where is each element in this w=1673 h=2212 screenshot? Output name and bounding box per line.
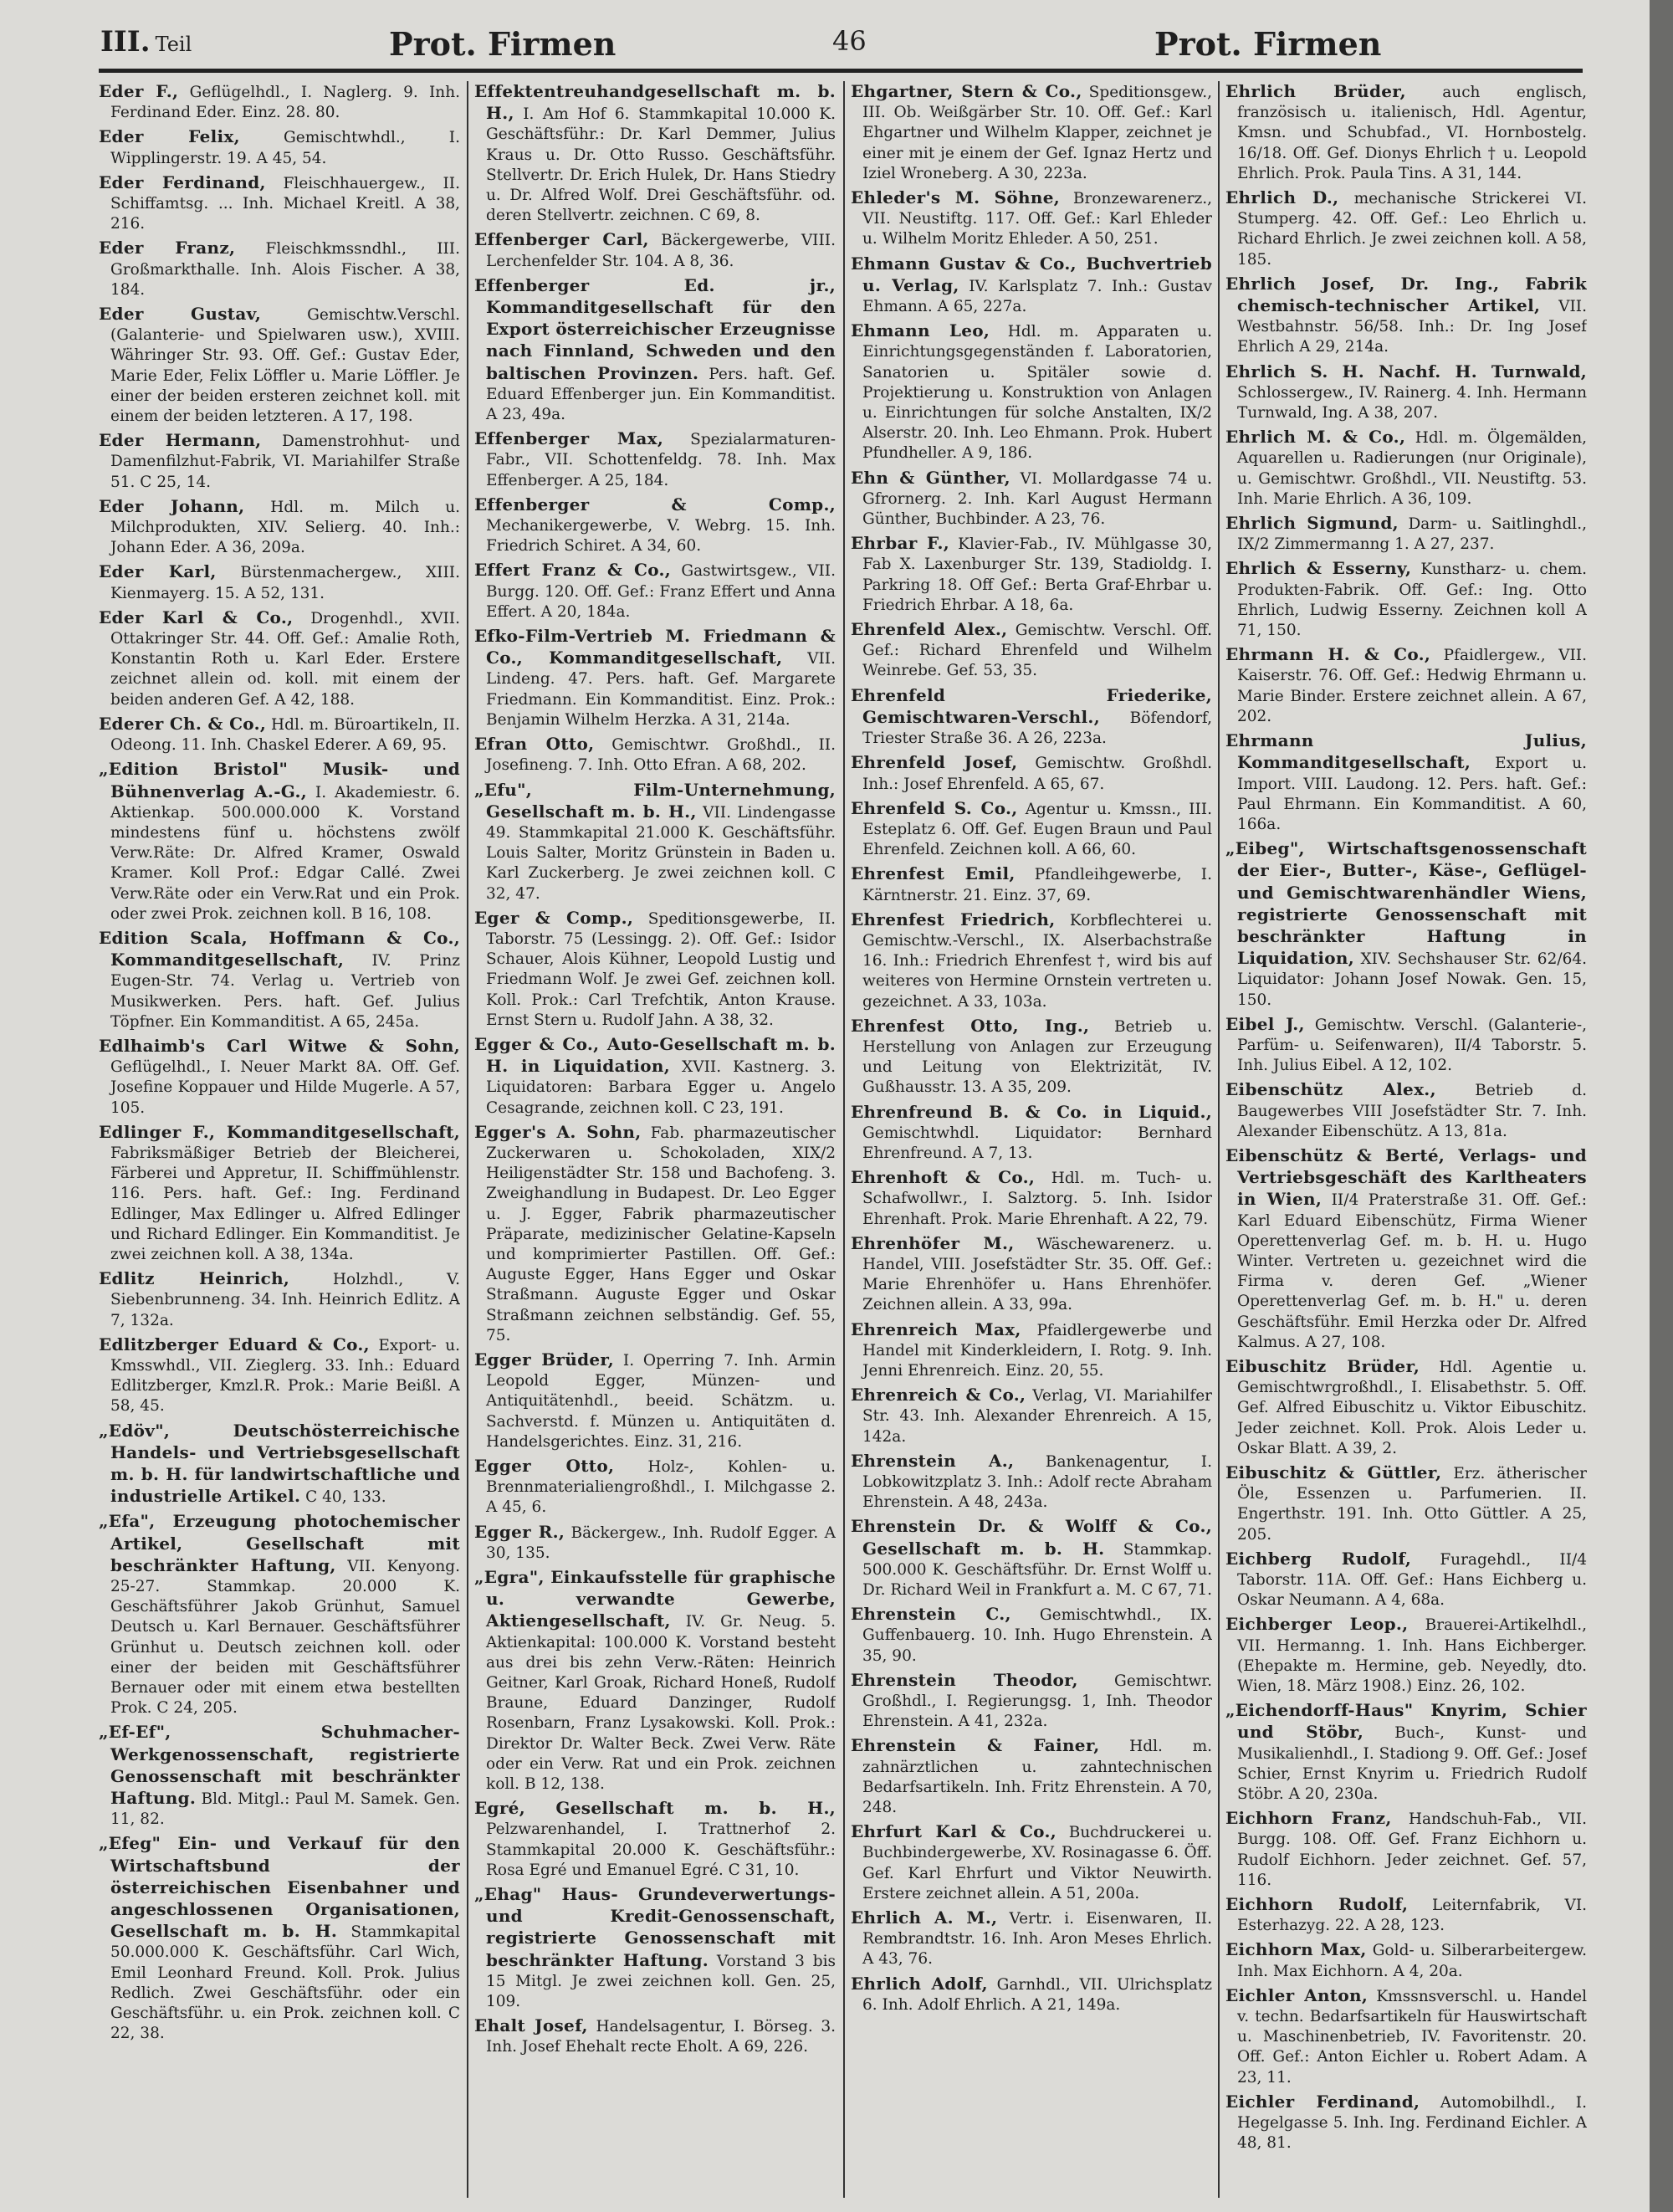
firm-name: Ehrenhöfer M., — [851, 1232, 1015, 1253]
firm-name: Ehrlich Josef, Dr. Ing., Fabrik chemisch-technischer Artikel, — [1225, 273, 1587, 316]
firm-details: Spezialarmaturen-Fabr., VII. Schottenfeldg. 78. Inh. Max Effenberger. A 25, 184. — [486, 431, 836, 489]
page-number: 46 — [832, 25, 867, 57]
firm-details: Darm- u. Saitlinghdl., IX/2 Zimmermanng 1. A 27, 237. — [1237, 515, 1587, 554]
firm-name: Ehrenfeld S. Co., — [851, 797, 1018, 818]
directory-entry — [474, 229, 836, 271]
firm-details: VII. Kenyong. 25-27. Stammkap. 20.000 K. Geschäftsführer Jakob Grünhut, Samuel Deutsch u. Karl Bernauer. Geschäftsführer Grünhut u. Deutsch zeichnen koll. oder einer der beiden mit Geschäftsführer Bernauer oder mit einem etwa bestellten Prok. C 24, 205. — [110, 1557, 460, 1718]
firm-details: Fab. pharmazeutischer Zuckerwaren u. Schokoladen, XIX/2 Heiligenstädter Str. 158 und Bachofeng. 3. Zweighandlung in Budapest. Dr. Leo Egger u. J. Egger, Fabrik pharmazeutischer Präparate, medizinischer Gelatine-Kapseln und komprimierter Pastillen. Off. Gef.: Auguste Egger, Hans Egger und Oskar Straßmann. Auguste Egger und Oskar Straßmann zeichnen selbständig. Gef. 55, 75. — [486, 1124, 836, 1344]
firm-details: Gemischtwhdl., I. Wipplingerstr. 19. A 45, 54. — [110, 129, 460, 167]
directory-entry — [1225, 187, 1587, 270]
firm-details: Garnhdl., VII. Ulrichsplatz 6. Inh. Adolf Ehrlich. A 21, 149a. — [862, 1975, 1212, 2014]
firm-name: Ehgartner, Stern & Co., — [851, 81, 1082, 101]
firm-name: Ehrenstein A., — [851, 1450, 1015, 1471]
directory-entry — [99, 1036, 460, 1119]
firm-details: Pfaidlergew., VII. Kaiserstr. 76. Off. Gef.: Hedwig Ehrmann u. Marie Binder. Erstere zeichnet allein. A 67, 202. — [1237, 647, 1587, 725]
firm-details: Speditionsgewerbe, II. Taborstr. 75 (Lessingg. 2). Off. Gef.: Isidor Schauer, Alois Kühner, Leopold Lustig und Friedmann Wolf. Je zwei Gef. zeichnen koll. Koll. Prok.: Carl Trefchtik, Anton Krause. Ernst Stern u. Rudolf Jahn. A 38, 32. — [486, 909, 836, 1029]
firm-name: Ehrmann Julius, Kommanditgesellschaft, — [1225, 730, 1587, 773]
firm-details: Fabriksmäßiger Betrieb der Bleicherei, Färberei und Appretur, II. Schiffmühlenstr. 116. Pers. haft. Gef.: Ing. Ferdinand Edlinger, Max Edlinger u. Alfred Edlinger und Richard Edlinger. Ein Kommanditist. Je zwei zeichnen koll. A 38, 134a. — [110, 1144, 460, 1263]
column-divider — [1218, 81, 1220, 2198]
firm-name: Egger's A. Sohn, — [474, 1121, 642, 1142]
firm-name: Ehrbar F., — [851, 533, 950, 554]
firm-details: Hdl. m. Milch u. Milchprodukten, XIV. Selierg. 40. Inh.: Johann Eder. A 36, 209a. — [110, 498, 460, 557]
firm-details: Holz-, Kohlen- u. Brennmaterialiengroßhdl., I. Milchgasse 2. A 45, 6. — [486, 1458, 836, 1517]
firm-name: „Ehag" Haus- Grundeverwertungs- und Kredit-Genossenschaft, registrierte Genossenschaft mit beschränkter Haftung. — [474, 1884, 836, 1970]
directory-entry — [474, 734, 836, 776]
firm-details: Speditionsgew., III. Ob. Weißgärber Str. 10. Off. Gef.: Karl Ehgartner und Wilhelm Klapper, zeichnet je einer mit je einem der Gef. Ignaz Hertz und Iziel Wroneberg. A 30, 223a. — [862, 84, 1212, 182]
firm-name: Effenberger Ed. jr., Kommanditgesellschaft für den Export österreichischer Erzeugnisse nach Finnland, Schweden und den baltischen Provinzen. — [474, 274, 836, 383]
directory-entry — [474, 1122, 836, 1346]
directory-entry — [99, 496, 460, 559]
directory-entry — [1225, 1145, 1587, 1353]
directory-entry — [1225, 2092, 1587, 2154]
directory-entry — [1225, 1939, 1587, 1981]
firm-name: Eder Ferdinand, — [99, 172, 266, 192]
firm-name: Eibuschitz & Güttler, — [1225, 1462, 1442, 1482]
directory-entry — [851, 1233, 1212, 1316]
firm-name: Efko-Film-Vertrieb M. Friedmann & Co., Kommanditgesellschaft, — [474, 626, 836, 668]
firm-name: Eichhorn Franz, — [1225, 1808, 1392, 1829]
firm-name: Edlitzberger Eduard & Co., — [99, 1334, 370, 1354]
firm-name: Egger Brüder, — [474, 1349, 615, 1370]
firm-name: „Egra", Einkaufsstelle für graphische u. verwandte Gewerbe, Aktiengesellschaft, — [474, 1567, 836, 1631]
firm-details: Bronzewarenerz., VII. Neustiftg. 117. Off. Gef.: Karl Ehleder u. Wilhelm Moritz Ehleder. A 50, 251. — [862, 190, 1212, 248]
firm-name: Ehrenreich & Co., — [851, 1385, 1026, 1406]
firm-details: Fleischkmssndhl., III. Großmarkthalle. Inh. Alois Fischer. A 38, 184. — [110, 240, 460, 299]
directory-entry — [851, 1167, 1212, 1230]
directory-entry — [1225, 1014, 1587, 1077]
firm-details: Gold- u. Silberarbeitergew. Inh. Max Eichhorn. A 4, 20a. — [1237, 1942, 1587, 1980]
directory-entry — [474, 2015, 836, 2057]
firm-name: Eibenschütz & Berté, Verlags- und Vertriebsgeschäft des Karltheaters in Wien, — [1225, 1144, 1587, 1210]
firm-details: Wäschewarenerz. u. Handel, VIII. Josefstädter Str. 35. Off. Gef.: Marie Ehrenhöfer u. Hans Ehrenhöfer. Zeichnen allein. A 33, 99a. — [862, 1235, 1212, 1314]
firm-name: Effenberger & Comp., — [474, 494, 836, 515]
scan-edge — [1650, 0, 1673, 2212]
firm-details: VI. Mollardgasse 74 u. Gfrornerg. 2. Inh. Karl August Hermann Günther, Buchbinder. A 23, 76. — [862, 469, 1212, 529]
directory-entry — [851, 81, 1212, 184]
firm-details: Vertr. i. Eisenwaren, II. Rembrandtstr. 16. Inh. Aron Meses Ehrlich. A 43, 76. — [862, 1910, 1212, 1969]
directory-entry — [851, 863, 1212, 905]
directory-entry — [851, 1016, 1212, 1098]
firm-name: Eibel J., — [1225, 1013, 1305, 1034]
firm-details: Bld. Mitgl.: Paul M. Samek. Gen. 11, 82. — [110, 1790, 460, 1829]
firm-details: Brauerei-Artikelhdl., VII. Hermanng. 1. Inh. Hans Eichberger. (Ehepakte m. Hermine, geb. Neyedly, dto. Wien, 18. März 1908.) Einz. 26, 102. — [1237, 1616, 1587, 1696]
firm-name: Effenberger Carl, — [474, 229, 649, 250]
directory-entry — [474, 1349, 836, 1452]
firm-name: Ehrenfeld Josef, — [851, 752, 1018, 773]
directory-entry — [851, 1102, 1212, 1165]
directory-entry — [99, 1334, 460, 1417]
firm-name: „Eibeg", Wirtschaftsgenossenschaft der Eier-, Butter-, Käse-, Geflügel- und Gemischtwarenhändler Wiens, registrierte Genossenschaft mit beschränkter Haftung in Liquidation, — [1225, 838, 1587, 969]
firm-details: Pfaidlergewerbe und Handel mit Kinderkleidern, I. Rotg. 9. Inh. Jenni Ehrenreich. Einz. 20, 55. — [862, 1321, 1212, 1380]
directory-entry — [851, 253, 1212, 318]
firm-name: Ehrlich S. H. Nachf. H. Turnwald, — [1225, 361, 1587, 381]
firm-name: Egger & Co., Auto-Gesellschaft m. b. H. in Liquidation, — [474, 1033, 836, 1077]
firm-name: Ehrenstein C., — [851, 1604, 1011, 1625]
directory-entry — [99, 126, 460, 168]
firm-name: „Efa", Erzeugung photochemischer Artikel, Gesellschaft mit beschränkter Haftung, — [99, 1511, 460, 1575]
directory-entry — [851, 1670, 1212, 1733]
firm-details: Pelzwarenhandel, I. Trattnerhof 2. Stammkapital 20.000 K. Geschäftsführ.: Rosa Egré und Emanuel Egré. C 31, 10. — [486, 1820, 836, 1879]
firm-details: Gemischtw. Verschl. Off. Gef.: Richard Ehrenfeld und Wilhelm Weinrebe. Gef. 53, 35. — [862, 622, 1212, 680]
directory-entry — [1225, 1356, 1587, 1459]
directory-entry — [99, 928, 460, 1032]
firm-name: Efran Otto, — [474, 734, 595, 755]
firm-name: Ehrenstein Theodor, — [851, 1669, 1078, 1690]
firm-name: „Edöv", Deutschösterreichische Handels- und Vertriebsgesellschaft m. b. H. für landwirtschaftliche und industrielle Artikel. — [99, 1420, 460, 1507]
directory-entry — [851, 533, 1212, 616]
firm-name: Ehrenstein & Fainer, — [851, 1735, 1100, 1756]
directory-entry — [99, 304, 460, 427]
firm-name: Effert Franz & Co., — [474, 560, 672, 581]
firm-details: Klavier-Fab., IV. Mühlgasse 30, Fab X. Laxenburger Str. 139, Stadioldg. I. Parkring 18. Off Gef.: Berta Graf-Ehrbar u. Friedrich Ehrbar. A 18, 6a. — [862, 535, 1212, 614]
firm-details: mechanische Strickerei VI. Stumperg. 42. Off. Gef.: Leo Ehrlich u. Richard Ehrlich. Je zwei zeichnen koll. A 58, 185. — [1237, 190, 1587, 269]
firm-name: „Efeg" Ein- und Verkauf für den Wirtschaftsbund der österreichischen Eisenbahner und angeschlossenen Organisationen, Gesellschaft m. b. H. — [99, 1833, 460, 1942]
firm-details: I. Am Hof 6. Stammkapital 10.000 K. Geschäftsführ.: Dr. Karl Demmer, Julius Kraus u. Dr. Otto Russo. Geschäftsführ. Stellvertr. Dr. Erich Hulek, Dr. Hans Stiedry u. Dr. Alfred Wolf. Drei Geschäftsführ. od. deren Stellvertr. zeichnen. C 69, 8. — [486, 105, 836, 225]
directory-entry — [99, 1722, 460, 1830]
firm-details: Pers. haft. Gef. Eduard Effenberger jun. Ein Kommanditist. A 23, 49a. — [486, 365, 836, 424]
firm-details: Stammkap. 500.000 K. Geschäftsführ. Dr. Ernst Wolff u. Dr. Richard Weil in Frankfurt a. M. C 67, 71. — [862, 1540, 1212, 1600]
directory-entry — [1225, 1985, 1587, 2088]
firm-name: Eger & Comp., — [474, 907, 634, 928]
directory-entry — [99, 1122, 460, 1265]
firm-name: Eibuschitz Brüder, — [1225, 1355, 1420, 1376]
directory-entry — [99, 1511, 460, 1718]
directory-entry — [1225, 274, 1587, 358]
firm-name: Egger Otto, — [474, 1456, 615, 1476]
firm-details: XIV. Sechshauser Str. 62/64. Liquidator: Johann Josef Nowak. Gen. 15, 150. — [1237, 950, 1587, 1009]
firm-name: Eder Hermann, — [99, 430, 262, 451]
firm-name: Eibenschütz Alex., — [1225, 1079, 1436, 1100]
firm-name: Eichler Anton, — [1225, 1984, 1369, 2005]
directory-entry — [99, 561, 460, 603]
firm-name: Eder Felix, — [99, 126, 240, 147]
directory-entry — [474, 1884, 836, 2012]
directory-entry — [474, 428, 836, 491]
firm-name: Ehrenfeld Alex., — [851, 619, 1008, 640]
firm-details: Bürstenmachergew., XIII. Kienmayerg. 15. A 52, 131. — [110, 564, 460, 602]
firm-name: Effektentreuhandgesellschaft m. b. H., — [474, 81, 836, 124]
directory-entry — [474, 626, 836, 730]
directory-entry — [1225, 1462, 1587, 1545]
firm-details: II/4 Praterstraße 31. Off. Gef.: Karl Eduard Eibenschütz, Firma Wiener Operettenverlag Gef. m. b. H. u. Hugo Winter. Vertreten u. gezeichnet wird die Firma v. deren Gef. „Wiener Operettenverlag Gef. m. b. H." u. deren Geschäftsführ. Emil Herzka oder Dr. Alfred Kalmus. A 27, 108. — [1237, 1191, 1587, 1351]
firm-details: Gemischtw. Verschl. (Galanterie-, Parfüm- u. Seifenwaren), II/4 Taborstr. 5. Inh. Julius Eibel. A 12, 102. — [1237, 1016, 1587, 1075]
directory-entry — [99, 1268, 460, 1331]
firm-name: Eder Karl & Co., — [99, 607, 294, 627]
firm-name: Ehrlich Brüder, — [1225, 81, 1406, 101]
firm-details: Verlag, VI. Mariahilfer Str. 43. Inh. Alexander Ehrenreich. A 15, 142a. — [862, 1387, 1212, 1446]
directory-entry — [851, 1907, 1212, 1970]
firm-details: Automobilhdl., I. Hegelgasse 5. Inh. Ing. Ferdinand Eichler. A 48, 81. — [1237, 2093, 1587, 2153]
firm-details: Export u. Import. VIII. Laudong. 12. Pers. haft. Gef.: Paul Ehrmann. Ein Kommanditist. A 60, 166a. — [1237, 755, 1587, 833]
directory-entry — [1225, 1079, 1587, 1142]
firm-details: Export- u. Kmsswhdl., VII. Zieglerg. 33. Inh.: Eduard Edlitzberger, Kmzl.R. Prok.: Marie Beißl. A 58, 45. — [110, 1336, 460, 1416]
firm-name: Egger R., — [474, 1521, 565, 1542]
directory-entry — [851, 1451, 1212, 1513]
firm-name: Ehn & Günther, — [851, 467, 1010, 488]
directory-entry — [99, 759, 460, 924]
firm-name: Ehrenstein Dr. & Wolff & Co., Gesellschaft m. b. H. — [851, 1516, 1212, 1559]
directory-entry — [474, 1456, 836, 1518]
firm-details: Bäckergew., Inh. Rudolf Egger. A 30, 135. — [486, 1523, 836, 1562]
firm-name: „Edition Bristol" Musik- und Bühnenverlag A.-G., — [99, 759, 460, 801]
directory-entry — [851, 685, 1212, 750]
firm-details: Hdl. Agentie u. Gemischtwrgroßhdl., I. Elisabethstr. 5. Off. Gef. Alfred Eibuschitz u. Viktor Eibuschitz. Jeder zeichnet. Koll. Prok. Alois Leder u. Oskar Blatt. A 39, 2. — [1237, 1358, 1587, 1457]
firm-name: Eder F., — [99, 81, 179, 101]
column-divider — [843, 81, 845, 2198]
directory-entry — [851, 1821, 1212, 1904]
firm-details: Stammkapital 50.000.000 K. Geschäftsführ. Carl Wich, Emil Leonhard Freund. Koll. Prok. Julius Redlich. Zwei Geschäftsführ. oder ein Geschäftsführ. u. ein Prok. zeichnen koll. C 22, 38. — [110, 1923, 460, 2043]
directory-entry — [99, 1833, 460, 2044]
directory-entry — [1225, 558, 1587, 641]
firm-details: Drogenhdl., XVII. Ottakringer Str. 44. Off. Gef.: Amalie Roth, Konstantin Roth u. Karl Eder. Erstere zeichnet allein od. koll. mit einem der beiden anderen Gef. A 42, 188. — [110, 609, 460, 709]
firm-details: auch englisch, französisch u. italienisch, Hdl. Agentur, Kmsn. und Schubfad., VI. Hornbostelg. 16/18. Off. Gef. Dionys Ehrlich † u. Leopold Ehrlich. Prok. Paula Tins. A 31, 144. — [1237, 84, 1587, 182]
firm-details: Gemischtwhdl. Liquidator: Bernhard Ehrenfreund. A 7, 13. — [862, 1124, 1212, 1162]
part-number: III. — [100, 25, 151, 59]
directory-entry — [1225, 1894, 1587, 1936]
firm-details: IV. Karlsplatz 7. Inh.: Gustav Ehmann. A 65, 227a. — [862, 277, 1212, 316]
running-title-left: Prot. Firmen — [389, 25, 617, 63]
firm-details: Damenstrohhut- und Damenfilzhut-Fabrik, VI. Mariahilfer Straße 51. C 25, 14. — [110, 433, 460, 491]
firm-name: Ehrenfeld Friederike, Gemischtwaren-Verschl., — [851, 684, 1212, 727]
firm-name: Ederer Ch. & Co., — [99, 713, 267, 734]
firm-name: „Efu", Film-Unternehmung, Gesellschaft m. b. H., — [474, 779, 836, 822]
firm-name: Effenberger Max, — [474, 428, 664, 449]
firm-name: Eichhorn Rudolf, — [1225, 1894, 1409, 1915]
firm-name: „Ef-Ef", Schuhmacher-Werkgenossenschaft, registrierte Genossenschaft mit beschränkter Haftung. — [99, 1722, 460, 1809]
firm-details: Geflügelhdl., I. Naglerg. 9. Inh. Ferdinand Eder. Einz. 28. 80. — [110, 84, 460, 122]
directory-entry — [474, 1798, 836, 1881]
directory-entry — [851, 1735, 1212, 1818]
firm-name: Ehrlich Sigmund, — [1225, 513, 1399, 534]
firm-details: C 40, 133. — [300, 1488, 386, 1507]
firm-name: Eder Johann, — [99, 495, 245, 516]
firm-details: Erz. ätherischer Öle, Essenzen u. Parfumerien. II. Engerthstr. 191. Inh. Otto Güttler. A 25, 205. — [1237, 1465, 1587, 1544]
firm-details: Bäckergewerbe, VIII. Lerchenfelder Str. 104. A 8, 36. — [486, 232, 836, 270]
firm-details: Fleischhauergew., II. Schiffamtsg. ... Inh. Michael Kreitl. A 38, 216. — [110, 174, 460, 233]
firm-name: Ehrlich A. M., — [851, 1907, 998, 1928]
firm-name: Ehrlich Adolf, — [851, 1973, 988, 1994]
firm-details: Hdl. m. Ölgemälden, Aquarellen u. Radierungen (nur Originale), u. Gemischtwr. Großhdl., VII. Neustiftg. 53. Inh. Marie Ehrlich. A 36, 109. — [1237, 429, 1587, 508]
column-4 — [1225, 81, 1587, 2198]
directory-entry — [1225, 1808, 1587, 1891]
firm-name: Eichhorn Max, — [1225, 1939, 1367, 1960]
firm-details: Hdl. m. Apparaten u. Einrichtungsgegenständen f. Laboratorien, Sanatorien u. Spitäler sowie d. Projektierung u. Konstruktion von Anlagen u. Einrichtungen für solche Anstalten, IX/2 Alserstr. 20. Inh. Leo Ehmann. Prok. Hubert Pfundheller. A 9, 186. — [862, 323, 1212, 463]
directory-entry — [1225, 427, 1587, 509]
column-2 — [474, 81, 836, 2198]
directory-entry — [851, 468, 1212, 530]
firm-details: Agentur u. Kmssn., III. Esteplatz 6. Off. Gef. Eugen Braun und Paul Ehrenfeld. Zeichnen koll. A 66, 60. — [862, 800, 1212, 859]
directory-entry — [474, 1567, 836, 1795]
directory-entry — [851, 1319, 1212, 1382]
directory-entry — [851, 320, 1212, 463]
directory-entry — [99, 238, 460, 300]
firm-details: Leiternfabrik, VI. Esterhazyg. 22. A 28, 123. — [1237, 1897, 1587, 1935]
firm-details: Mechanikergewerbe, V. Webrg. 15. Inh. Friedrich Schiret. A 34, 60. — [486, 517, 836, 556]
column-1 — [99, 81, 460, 2198]
directory-entry — [474, 494, 836, 557]
firm-details: Böfendorf, Triester Straße 36. A 26, 223a. — [862, 709, 1212, 748]
directory-entry — [851, 752, 1212, 794]
firm-details: Gemischtwr. Großhdl., II. Josefineng. 7. Inh. Otto Efran. A 68, 202. — [486, 736, 836, 775]
firm-name: Ehrlich M. & Co., — [1225, 427, 1406, 448]
firm-name: Ehrenfest Otto, Ing., — [851, 1015, 1090, 1036]
directory-entry — [1225, 838, 1587, 1011]
firm-details: Buch-, Kunst- und Musikalienhdl., I. Stadiong 9. Off. Gef.: Josef Schier, Ernst Knyrim u. Friedrich Rudolf Stöbr. A 20, 230a. — [1237, 1724, 1587, 1804]
column-3 — [851, 81, 1212, 2198]
directory-entry — [99, 430, 460, 493]
firm-name: Ehrmann H. & Co., — [1225, 644, 1431, 665]
directory-entry — [851, 1385, 1212, 1447]
firm-details: Hdl. m. Tuch- u. Schafwollwr., I. Salztorg. 5. Inh. Isidor Ehrenhaft. Prok. Marie Ehrenhaft. A 22, 79. — [862, 1170, 1212, 1228]
firm-details: I. Akademiestr. 6. Aktienkap. 500.000.000 K. Vorstand mindestens fünf u. höchstens zwölf Verw.Räte: Dr. Alfred Kramer, Oswald Kramer. Koll Prof.: Edgar Callé. Zwei Verw.Räte oder ein Verw.Rat und ein Prok. oder zwei Prok. zeichnen koll. B 16, 108. — [110, 783, 460, 923]
firm-details: Korbflechterei u. Gemischtw.-Verschl., IX. Alserbachstraße 16. Inh.: Friedrich Ehrenfest †, wird bis auf weiteres von Hermine Ornstein vertreten u. gezeichnet. A 33, 103a. — [862, 911, 1212, 1011]
firm-details: I. Operring 7. Inh. Armin Leopold Egger, Münzen- und Antiquitätenhdl., beeid. Schätzm. u. Sachverstd. f. Münzen u. Antiquitäten d. Handelsgerichtes. Einz. 31, 216. — [486, 1351, 836, 1451]
firm-name: Ehalt Josef, — [474, 2015, 588, 2036]
firm-details: IV. Gr. Neug. 5. Aktienkapital: 100.000 K. Vorstand besteht aus drei bis zehn Verw.-Räten: Heinrich Geitner, Karl Groak, Richard Honeß, Rudolf Braune, Eduard Danzinger, Rudolf Rosenbarn, Franz Lysakowski. Koll. Prok.: Direktor Dr. Walter Beck. Zwei Verw. Räte oder ein Verw. Rat und ein Prok. zeichnen koll. B 12, 138. — [486, 1613, 836, 1794]
firm-details: Handschuh-Fab., VII. Burgg. 108. Off. Gef. Franz Eichhorn u. Rudolf Eichhorn. Jeder zeichnet. Gef. 57, 116. — [1237, 1810, 1587, 1889]
firm-name: Ehrlich & Esserny, — [1225, 558, 1412, 579]
directory-entry — [474, 1522, 836, 1564]
directory-entry — [851, 1974, 1212, 2015]
firm-details: VII. Westbahnstr. 56/58. Inh.: Dr. Ing Josef Ehrlich A 29, 214a. — [1237, 298, 1587, 356]
directory-entry — [851, 798, 1212, 861]
firm-name: Ehmann Leo, — [851, 320, 990, 341]
directory-entry — [99, 81, 460, 123]
firm-name: Eichler Ferdinand, — [1225, 2091, 1420, 2112]
directory-entry — [99, 607, 460, 710]
directory-entry — [851, 187, 1212, 250]
firm-name: Edlinger F., Kommanditgesellschaft, — [99, 1121, 460, 1142]
directory-entry — [1225, 1549, 1587, 1611]
firm-details: Bankenagentur, I. Lobkowitzplatz 3. Inh.: Adolf recte Abraham Ehrenstein. A 48, 243a. — [862, 1452, 1212, 1512]
firm-details: Hdl. m. Büroartikeln, II. Odeong. 11. Inh. Chaskel Ederer. A 69, 95. — [110, 715, 460, 755]
firm-name: Eder Gustav, — [99, 304, 262, 325]
firm-name: Ehrenhoft & Co., — [851, 1167, 1036, 1188]
firm-details: Gemischtwhdl., IX. Guffenbauerg. 10. Inh. Hugo Ehrenstein. A 35, 90. — [862, 1606, 1212, 1665]
firm-details: Handelsagentur, I. Börseg. 3. Inh. Josef Ehehalt recte Eholt. A 69, 226. — [486, 2018, 836, 2056]
directory-entry — [851, 1516, 1212, 1600]
part-suffix: Teil — [155, 33, 192, 56]
directory-entry — [1225, 361, 1587, 424]
firm-details: Buchdruckerei u. Buchbindergewerbe, XV. Rosinagasse 6. Öff. Gef. Karl Ehrfurt und Viktor Neuwirth. Erstere zeichnet allein. A 51, 200a. — [862, 1824, 1212, 1902]
firm-details: Gemischtw.Verschl. (Galanterie- und Spielwaren usw.), XVIII. Währinger Str. 93. Off. Gef.: Gustav Eder, Marie Eder, Felix Löffler u. Marie Löffler. Je einer der beiden ersteren zeichnet koll. mit einem der beiden letzteren. A 17, 198. — [110, 306, 460, 426]
firm-name: Eder Karl, — [99, 561, 217, 582]
directory-entry — [1225, 644, 1587, 727]
directory-entry — [474, 560, 836, 622]
firm-details: VII. Lindengasse 49. Stammkapital 21.000 K. Geschäftsführ. Louis Salter, Moritz Grünstein in Baden u. Karl Zuckerberg. Je zwei zeichnen koll. C 32, 47. — [486, 803, 836, 903]
directory-entry — [99, 172, 460, 235]
firm-name: Ehrlich D., — [1225, 187, 1339, 208]
directory-entry — [851, 909, 1212, 1012]
firm-name: „Eichendorff-Haus" Knyrim, Schier und Stöbr, — [1225, 1700, 1587, 1743]
directory-entry — [1225, 1700, 1587, 1805]
column-divider — [467, 81, 468, 2198]
firm-details: Gemischtwr. Großhdl., I. Regierungsg. 1, Inh. Theodor Ehrenstein. A 41, 232a. — [862, 1672, 1212, 1731]
firm-details: VII. Lindeng. 47. Pers. haft. Gef. Margarete Friedmann. Ein Kommanditist. Einz. Prok.: Benjamin Wilhelm Herzka. A 31, 214a. — [486, 650, 836, 729]
directory-entry — [851, 1604, 1212, 1667]
header-rule — [99, 69, 1583, 73]
firm-name: Ehrenfest Emil, — [851, 863, 1016, 884]
firm-details: Gemischtw. Großhdl. Inh.: Josef Ehrenfeld. A 65, 67. — [862, 755, 1212, 793]
firm-details: Betrieb d. Baugewerbes VIII Josefstädter Str. 7. Inh. Alexander Eibenschütz. A 13, 81a. — [1237, 1082, 1587, 1140]
directory-entry — [1225, 1614, 1587, 1697]
firm-name: Ehleder's M. Söhne, — [851, 187, 1061, 208]
firm-name: Ehrenreich Max, — [851, 1318, 1021, 1339]
firm-details: Hdl. m. zahnärztlichen u. zahntechnischen Bedarfsartikeln. Inh. Fritz Ehrenstein. A 70, 248. — [862, 1738, 1212, 1817]
firm-name: Ehrfurt Karl & Co., — [851, 1821, 1056, 1842]
firm-details: Betrieb u. Herstellung von Anlagen zur Erzeugung und Leitung von Elektrizität, IV. Gußhausstr. 13. A 35, 209. — [862, 1017, 1212, 1097]
firm-details: Schlossergew., IV. Rainerg. 4. Inh. Hermann Turnwald, Ing. A 38, 207. — [1237, 383, 1587, 422]
directory-entry — [474, 780, 836, 904]
directory-entry — [1225, 730, 1587, 835]
directory-entry — [99, 1421, 460, 1508]
directory-entry — [1225, 81, 1587, 184]
firm-details: Vorstand 3 bis 15 Mitgl. Je zwei zeichnen koll. Gen. 25, 109. — [486, 1952, 836, 2011]
part-label — [100, 25, 192, 59]
firm-details: Geflügelhdl., I. Neuer Markt 8A. Off. Gef. Josefine Koppauer und Hilde Mugerle. A 57, 105. — [110, 1058, 460, 1117]
directory-entry — [1225, 513, 1587, 555]
firm-details: Furagehdl., II/4 Taborstr. 11A. Off. Gef.: Hans Eichberg u. Oskar Neumann. A 4, 68a. — [1237, 1550, 1587, 1610]
directory-entry — [474, 908, 836, 1031]
firm-details: Kmssnsverschl. u. Handel v. techn. Bedarfsartikeln für Hauswirtschaft u. Maschinenbetrieb, IV. Favoritenstr. 20. Off. Gef.: Anton Eichler u. Robert Adam. A 23, 11. — [1237, 1987, 1587, 2087]
firm-details: IV. Prinz Eugen-Str. 74. Verlag u. Vertrieb von Musikwerken. Pers. haft. Gef. Julius Töpfner. Ein Kommanditist. A 65, 245a. — [110, 952, 460, 1031]
directory-entry — [99, 714, 460, 755]
firm-details: XVII. Kastnerg. 3. Liquidatoren: Barbara Egger u. Angelo Cesagrande, zeichnen koll. C 23, 191. — [486, 1058, 836, 1117]
firm-name: Edlhaimb's Carl Witwe & Sohn, — [99, 1035, 460, 1056]
directory-entry — [474, 275, 836, 425]
running-title-right: Prot. Firmen — [1154, 25, 1382, 63]
firm-name: Ehmann Gustav & Co., Buchvertrieb u. Verlag, — [851, 253, 1212, 295]
firm-name: Edition Scala, Hoffmann & Co., Kommanditgesellschaft, — [99, 927, 460, 970]
firm-name: Egré, Gesellschaft m. b. H., — [474, 1798, 836, 1819]
firm-name: Eder Franz, — [99, 238, 236, 259]
firm-name: Edlitz Heinrich, — [99, 1268, 290, 1289]
directory-entry — [851, 619, 1212, 682]
firm-name: Ehrenfest Friedrich, — [851, 909, 1056, 929]
directory-entry — [474, 81, 836, 226]
firm-details: Kunstharz- u. chem. Produkten-Fabrik. Off. Gef.: Ing. Otto Ehrlich, Ludwig Esserny. Zeichnen koll A 71, 150. — [1237, 561, 1587, 640]
page-header — [100, 18, 1581, 69]
firm-details: Pfandleihgewerbe, I. Kärntnerstr. 21. Einz. 37, 69. — [862, 866, 1212, 904]
firm-name: Ehrenfreund B. & Co. in Liquid., — [851, 1101, 1212, 1122]
firm-name: Eichberger Leop., — [1225, 1614, 1409, 1635]
firm-name: Eichberg Rudolf, — [1225, 1548, 1412, 1569]
firm-details: Holzhdl., V. Siebenbrunneng. 34. Inh. Heinrich Edlitz. A 7, 132a. — [110, 1271, 460, 1329]
directory-entry — [474, 1034, 836, 1119]
firm-details: Gastwirtsgew., VII. Burgg. 120. Off. Gef.: Franz Effert und Anna Effert. A 20, 184a. — [486, 562, 836, 621]
